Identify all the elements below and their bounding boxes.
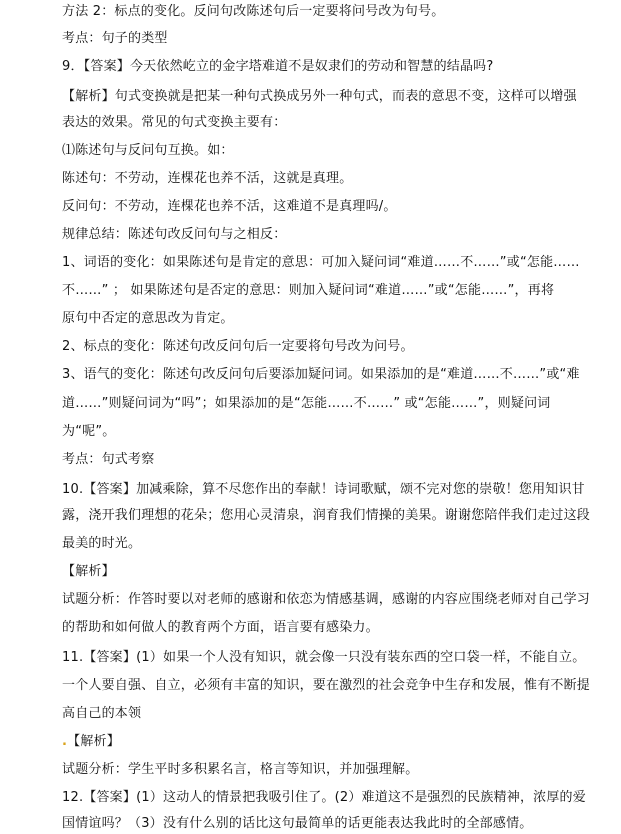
text-line: 道……”则疑问词为“吗”；如果添加的是“怎能……不……” 或“怎能……”，则疑问词 xyxy=(62,396,551,411)
text-line-content: 【解析】 xyxy=(67,734,120,749)
text-line: 的帮助和如何做人的教育两个方面，语言要有感染力。 xyxy=(62,620,379,635)
text-line: 国情谊吗？（3）没有什么别的话比这句最简单的话更能表达我此时的全部感情。 xyxy=(62,816,533,831)
text-line: 9．【答案】今天依然屹立的金字塔难道不是奴隶们的劳动和智慧的结晶吗? xyxy=(62,59,494,74)
text-line: 10.【答案】加减乘除，算不尽您作出的奉献！诗词歌赋，颂不完对您的崇敬！您用知识甘 xyxy=(62,482,585,497)
text-line: 一个人要自强、自立，必须有丰富的知识，要在激烈的社会竞争中生存和发展，惟有不断提 xyxy=(62,678,591,693)
text-line: 3、语气的变化：陈述句改反问句后要添加疑问词。如果添加的是“难道……不……”或“难 xyxy=(62,367,580,382)
text-line: 高自己的本领 xyxy=(62,706,142,721)
text-line: 原句中否定的意思改为肯定。 xyxy=(62,311,234,326)
text-line: 考点：句子的类型 xyxy=(62,31,168,46)
text-line: 考点：句式考察 xyxy=(62,452,155,467)
text-line: 规律总结：陈述句改反问句与之相反： xyxy=(62,227,287,242)
text-line: 陈述句：不劳动，连棵花也养不活，这就是真理。 xyxy=(62,171,353,186)
text-line: 露，浇开我们理想的花朵；您用心灵清泉，润育我们情操的美果。谢谢您陪伴我们走过这段 xyxy=(62,508,591,523)
text-line: 1、词语的变化：如果陈述句是肯定的意思：可加入疑问词“难道……不……”或“怎能…… xyxy=(62,255,580,270)
text-line: 12.【答案】(1）这动人的情景把我吸引住了。(2）难道这不是强烈的民族精神，浓厚的爱 xyxy=(62,790,586,805)
text-line: 2、标点的变化：陈述句改反问句后一定要将句号改为问号。 xyxy=(62,339,414,354)
text-line: ⑴陈述句与反问句互换。如： xyxy=(62,143,234,158)
text-line: 不……” ； 如果陈述句是否定的意思：则加入疑问词“难道……”或“怎能……”，再将 xyxy=(62,283,555,298)
text-line: 11.【答案】(1）如果一个人没有知识，就会像一只没有装东西的空口袋一样，不能自立。 xyxy=(62,650,586,665)
text-line: 方法 2：标点的变化。反问句改陈述句后一定要将问号改为句号。 xyxy=(62,4,445,19)
text-line: 最美的时光。 xyxy=(62,536,142,551)
text-line: 为“呢”。 xyxy=(62,424,116,439)
text-line: 试题分析：作答时要以对老师的感谢和依恋为情感基调，感谢的内容应围绕老师对自己学习 xyxy=(62,592,591,607)
text-line xyxy=(62,733,120,751)
text-line: 表达的效果。常见的句式变换主要有： xyxy=(62,115,287,130)
text-line: 【解析】句式变换就是把某一种句式换成另外一种句式，而表的意思不变，这样可以增强 xyxy=(62,89,577,104)
text-line: 试题分析：学生平时多积累名言，格言等知识，并加强理解。 xyxy=(62,762,419,777)
marker-dot: . xyxy=(62,734,68,749)
text-line: 【解析】 xyxy=(62,564,115,579)
text-line: 反问句：不劳动，连棵花也养不活，这难道不是真理吗/。 xyxy=(62,199,397,214)
